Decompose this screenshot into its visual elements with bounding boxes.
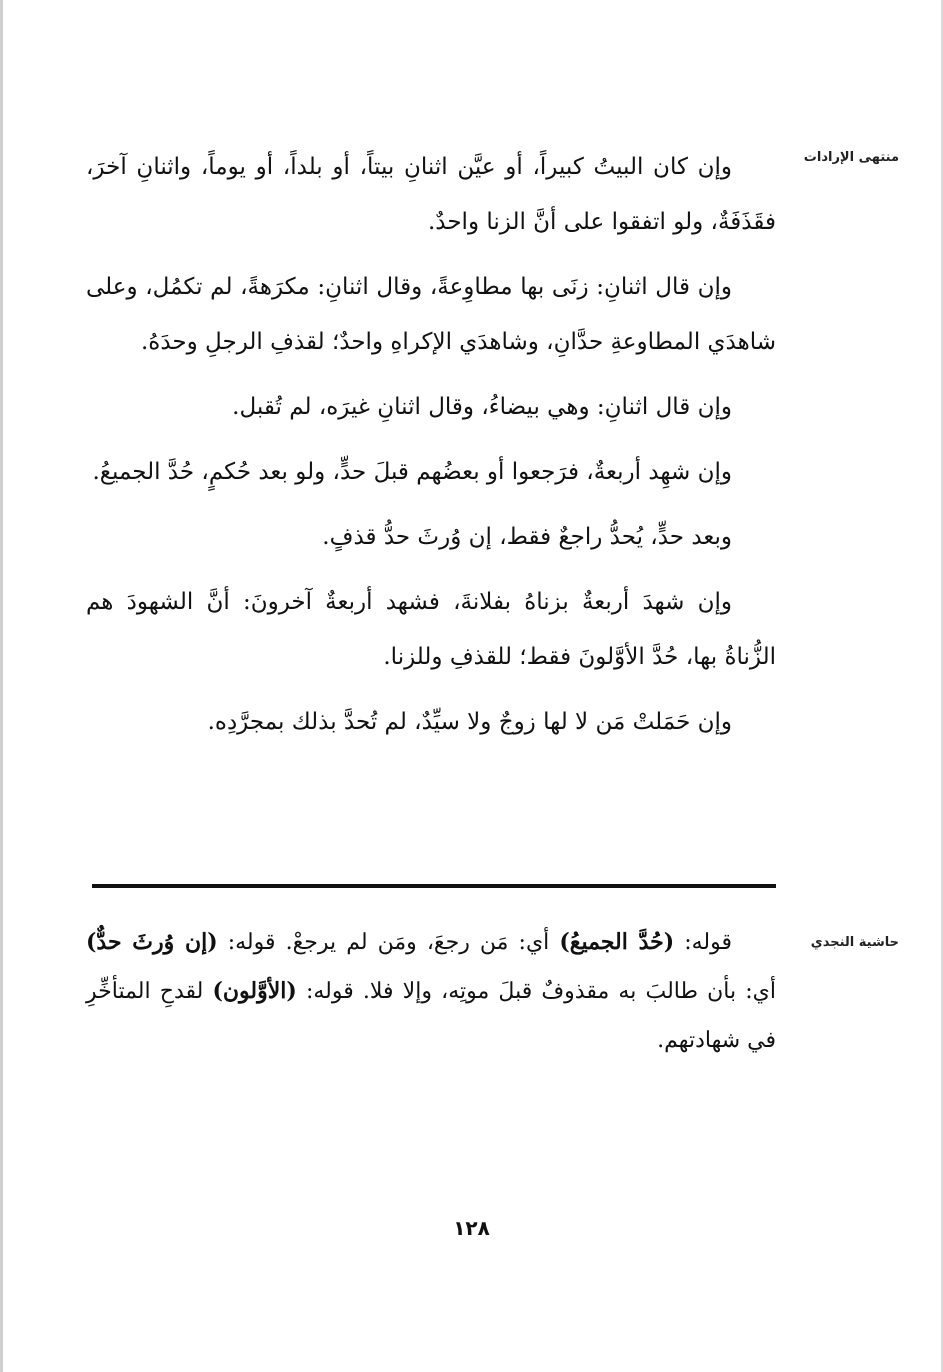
note-text: أي: مَن رجعَ، ومَن لم يرجعْ. قوله: [217, 930, 560, 955]
note-quote: (إن وُرثَ حدٌّ) [86, 929, 218, 955]
paragraph-3: وإن قال اثنانِ: وهي بيضاءُ، وقال اثنانِ غيرَه، لم تُقبل. [232, 394, 732, 420]
main-text-side-label: منتهى الإرادات [803, 150, 899, 165]
commentary-notes [86, 918, 776, 1065]
note-text: لقدحِ المتأخِّرِ في شهادتهم. [86, 979, 776, 1053]
note-quote: (حُدَّ الجميعُ) [559, 929, 675, 955]
footnote-divider [92, 884, 776, 888]
commentary-paragraph [86, 918, 776, 1065]
paragraph-6: وإن شهدَ أربعةٌ بزناهُ بفلانةَ، فشهد أربعةٌ آخرونَ: أنَّ الشهودَ هم الزُّناةُ بها، حُدَّ الأوَّلونَ فقط؛ للقذفِ وللزنا. [86, 589, 776, 670]
paragraph-2: وإن قال اثنانِ: زنَى بها مطاوِعةً، وقال اثنانِ: مكرَهةً، لم تكمُل، وعلى شاهدَي المطاوعةِ حدَّانِ، وشاهدَي الإكراهِ واحدٌ؛ لقذفِ الرجلِ وحدَهُ. [86, 274, 776, 355]
paragraph-1: وإن كان البيتُ كبيراً، أو عيَّن اثنانِ بيتاً، أو بلداً، أو يوماً، واثنانِ آخرَ، فقَذَفَةٌ، ولو اتفقوا على أنَّ الزنا واحدٌ. [86, 154, 776, 235]
paragraph-7: وإن حَمَلتْ مَن لا لها زوجٌ ولا سيِّدٌ، لم تُحدَّ بذلك بمجرَّدِه. [207, 709, 732, 735]
paragraph-5: وبعد حدٍّ، يُحدُّ راجعٌ فقط، إن وُرثَ حدُّ قذفٍ. [322, 524, 732, 550]
note-quote: (الأوَّلون) [212, 978, 297, 1004]
main-text [86, 140, 776, 760]
note-text: أي: بأن طالبَ به مقذوفٌ قبلَ موتِه، وإلا فلا. قوله: [296, 979, 776, 1004]
note-text: قوله: [674, 930, 732, 955]
paragraph-4: وإن شهِد أربعةٌ، فرَجعوا أو بعضُهم قبلَ حدٍّ، ولو بعد حُكمٍ، حُدَّ الجميعُ. [92, 459, 732, 485]
notes-side-label: حاشية النجدي [810, 935, 899, 950]
page-edge-left [0, 0, 3, 1372]
page-number: ١٢٨ [453, 1216, 490, 1240]
